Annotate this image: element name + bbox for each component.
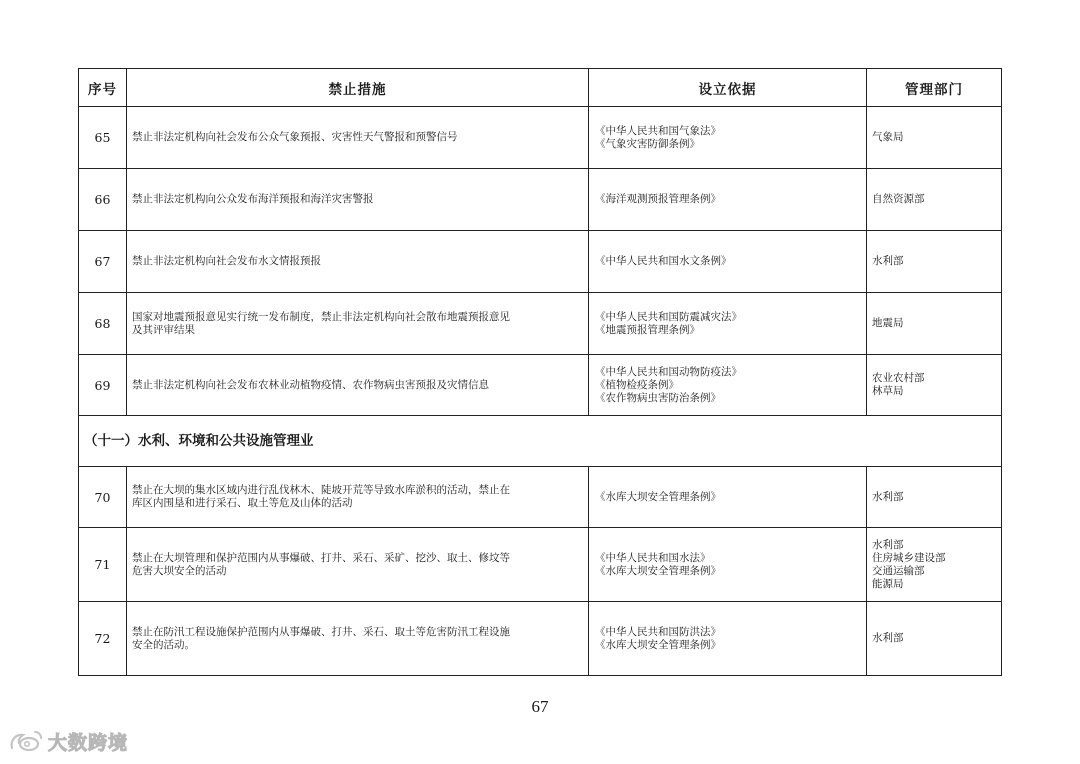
section-row-group	[79, 416, 1002, 467]
department-cell	[867, 467, 1002, 528]
department-cell-line: 水利部	[872, 632, 904, 644]
department-cell	[867, 355, 1002, 416]
table-row	[79, 602, 1002, 676]
row-number: 67	[79, 231, 127, 293]
measure-cell-line: 国家对地震预报意见实行统一发布制度，禁止非法定机构向社会散布地震预报意见	[132, 310, 510, 323]
basis-cell-line: 《地震预报管理条例》	[595, 323, 700, 336]
measure-cell	[127, 231, 589, 293]
basis-cell-line: 《中华人民共和国防洪法》	[595, 625, 721, 638]
prohibition-measures-table	[78, 68, 1002, 676]
basis-cell	[589, 107, 867, 169]
table-row	[79, 293, 1002, 355]
department-cell	[867, 169, 1002, 231]
basis-cell	[589, 293, 867, 355]
basis-cell-line: 《气象灾害防御条例》	[595, 137, 700, 150]
row-number: 68	[79, 293, 127, 355]
header-measure: 禁止措施	[127, 69, 589, 107]
department-cell-line: 自然资源部	[872, 193, 925, 205]
basis-cell-line: 《农作物病虫害防治条例》	[595, 391, 721, 404]
table-row	[79, 231, 1002, 293]
header-basis: 设立依据	[589, 69, 867, 107]
measure-cell	[127, 293, 589, 355]
table-row	[79, 528, 1002, 602]
department-cell	[867, 231, 1002, 293]
basis-cell	[589, 355, 867, 416]
measure-cell	[127, 169, 589, 231]
basis-cell-line: 《海洋观测预报管理条例》	[595, 193, 721, 205]
measure-cell-line: 禁止非法定机构向社会发布公众气象预报、灾害性天气警报和预警信号	[132, 131, 458, 143]
basis-cell-line: 《中华人民共和国气象法》	[595, 124, 721, 137]
measure-cell-line: 禁止在防汛工程设施保护范围内从事爆破、打井、采石、取土等危害防汛工程设施	[132, 625, 510, 638]
table-body-group-a	[79, 107, 1002, 416]
department-cell	[867, 107, 1002, 169]
table-row	[79, 169, 1002, 231]
department-cell-line: 气象局	[872, 131, 904, 143]
department-cell-line: 林草局	[872, 385, 904, 397]
row-number: 65	[79, 107, 127, 169]
basis-cell-line: 《中华人民共和国水法》	[595, 551, 711, 564]
measure-cell	[127, 602, 589, 676]
department-cell	[867, 528, 1002, 602]
measure-cell	[127, 528, 589, 602]
section-row	[79, 416, 1002, 467]
row-number: 71	[79, 528, 127, 602]
measure-cell-line: 禁止非法定机构向公众发布海洋预报和海洋灾害警报	[132, 193, 374, 205]
header-number: 序号	[79, 69, 127, 107]
measure-cell-line: 库区内围垦和进行采石、取土等危及山体的活动	[132, 497, 353, 509]
measure-cell-line: 危害大坝安全的活动	[132, 564, 227, 577]
basis-cell	[589, 528, 867, 602]
measure-cell-line: 禁止在大坝管理和保护范围内从事爆破、打井、采石、采矿、挖沙、取土、修坟等	[132, 551, 510, 564]
row-number: 69	[79, 355, 127, 416]
basis-cell-line: 《水库大坝安全管理条例》	[595, 564, 721, 577]
department-cell	[867, 293, 1002, 355]
department-cell-line: 住房城乡建设部	[872, 551, 946, 564]
department-cell-line: 农业农村部	[872, 372, 925, 384]
basis-cell	[589, 467, 867, 528]
table-row	[79, 355, 1002, 416]
page-number: 67	[531, 697, 549, 716]
row-number: 72	[79, 602, 127, 676]
department-cell-line: 能源局	[872, 577, 904, 590]
basis-cell	[589, 602, 867, 676]
basis-cell	[589, 169, 867, 231]
measure-cell	[127, 355, 589, 416]
basis-cell-line: 《中华人民共和国水文条例》	[595, 255, 732, 267]
watermark-text: 大数跨境	[48, 731, 129, 754]
basis-cell-line: 《中华人民共和国防震减灾法》	[595, 310, 742, 323]
table-row	[79, 107, 1002, 169]
row-number: 70	[79, 467, 127, 528]
measure-cell	[127, 107, 589, 169]
basis-cell-line: 《水库大坝安全管理条例》	[595, 490, 721, 503]
measure-cell-line: 禁止非法定机构向社会发布农林业动植物疫情、农作物病虫害预报及灾情信息	[132, 378, 489, 391]
department-cell	[867, 602, 1002, 676]
measure-cell-line: 禁止非法定机构向社会发布水文情报预报	[132, 255, 321, 267]
basis-cell	[589, 231, 867, 293]
basis-cell-line: 《中华人民共和国动物防疫法》	[595, 365, 742, 378]
measure-cell-line: 禁止在大坝的集水区域内进行乱伐林木、陡坡开荒等导致水库淤积的活动，禁止在	[132, 484, 510, 496]
measure-cell	[127, 467, 589, 528]
department-cell-line: 交通运输部	[872, 564, 925, 577]
basis-cell-line: 《植物检疫条例》	[595, 378, 679, 391]
department-cell-line: 水利部	[872, 538, 904, 551]
department-cell-line: 水利部	[872, 255, 904, 267]
basis-cell-line: 《水库大坝安全管理条例》	[595, 638, 721, 651]
department-cell-line: 水利部	[872, 490, 904, 503]
row-number: 66	[79, 169, 127, 231]
table-body-group-b	[79, 467, 1002, 676]
department-cell-line: 地震局	[872, 317, 904, 329]
weibo-logo-icon	[8, 728, 44, 754]
header-department: 管理部门	[867, 69, 1002, 107]
measure-cell-line: 及其评审结果	[132, 323, 195, 336]
watermark	[8, 726, 128, 756]
measure-cell-line: 安全的活动。	[132, 638, 195, 651]
section-heading: （十一）水利、环境和公共设施管理业	[79, 416, 1002, 467]
table-row	[79, 467, 1002, 528]
table-header-row	[79, 69, 1002, 107]
